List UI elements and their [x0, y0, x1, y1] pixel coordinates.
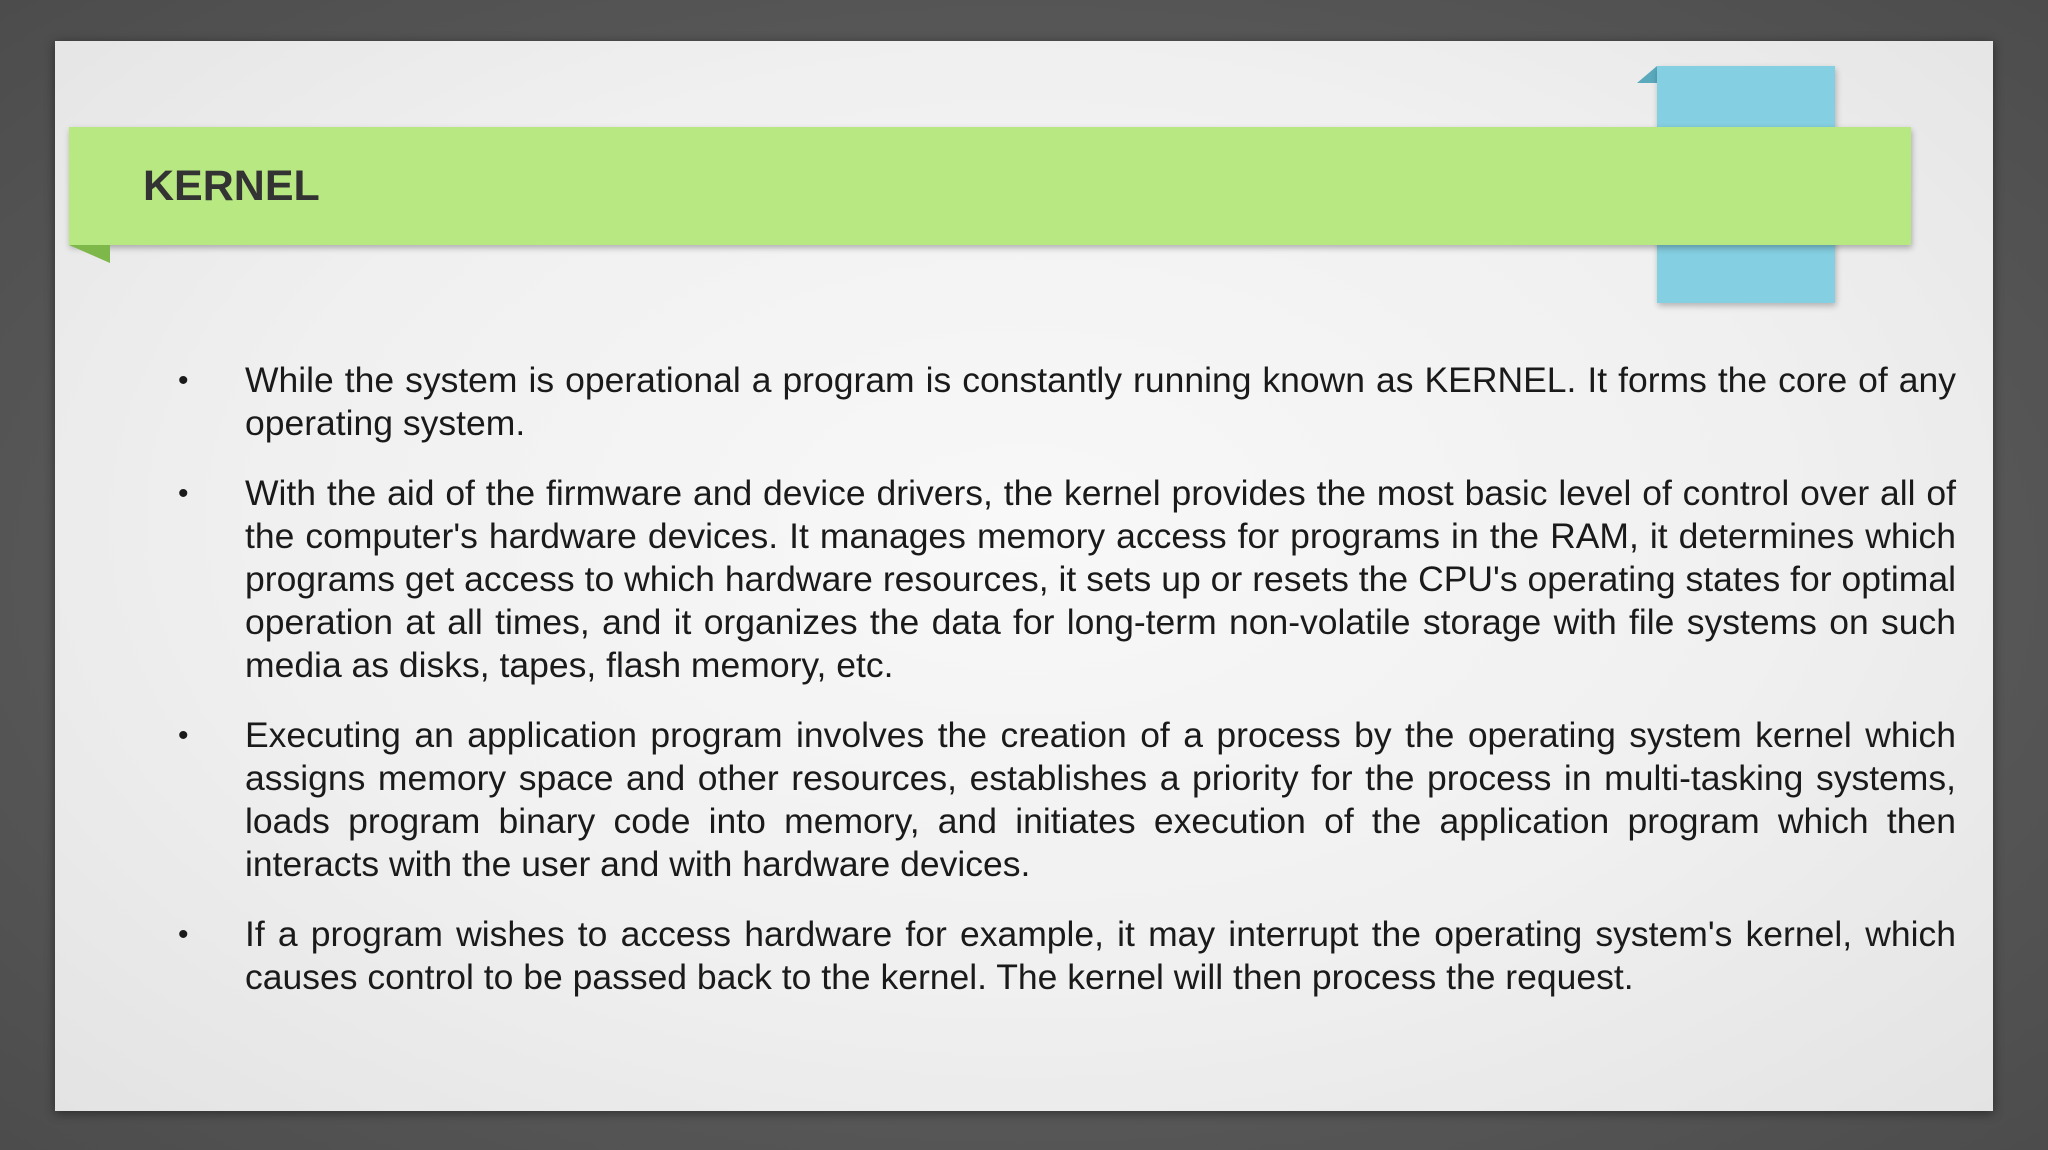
- slide-title: KERNEL: [143, 162, 320, 210]
- bullet-item: [175, 714, 1956, 886]
- bullet-icon: •: [178, 719, 189, 752]
- bullet-text: With the aid of the firmware and device drivers, the kernel provides the most basic level of control over all of the computer's hardware devices. It manages memory access for programs in the RAM, it determines which programs get access to which hardware resources, it sets up or resets the CPU's operating states for optimal operation at all times, and it organizes the data for long-term non-volatile storage with file systems on such media as disks, tapes, flash memory, etc.: [245, 473, 1956, 685]
- blue-tab-fold: [1637, 66, 1657, 83]
- bullet-item: [175, 359, 1956, 445]
- bullet-list: [175, 359, 1956, 1026]
- banner-fold: [69, 245, 110, 263]
- bullet-item: [175, 472, 1956, 687]
- bullet-icon: •: [178, 364, 189, 397]
- bullet-text: If a program wishes to access hardware for example, it may interrupt the operating system's kernel, which causes control to be passed back to the kernel. The kernel will then process the request.: [245, 914, 1956, 997]
- slide-paper: [55, 41, 1993, 1111]
- bullet-text: While the system is operational a program is constantly running known as KERNEL. It forms the core of any operating system.: [245, 360, 1956, 443]
- bullet-text: Executing an application program involves the creation of a process by the operating system kernel which assigns memory space and other resources, establishes a priority for the process in multi-tasking systems, loads program binary code into memory, and initiates execution of the application program which then interacts with the user and with hardware devices.: [245, 715, 1956, 884]
- bullet-icon: •: [178, 918, 189, 951]
- title-banner: [69, 127, 1911, 245]
- bullet-item: [175, 913, 1956, 999]
- bullet-icon: •: [178, 477, 189, 510]
